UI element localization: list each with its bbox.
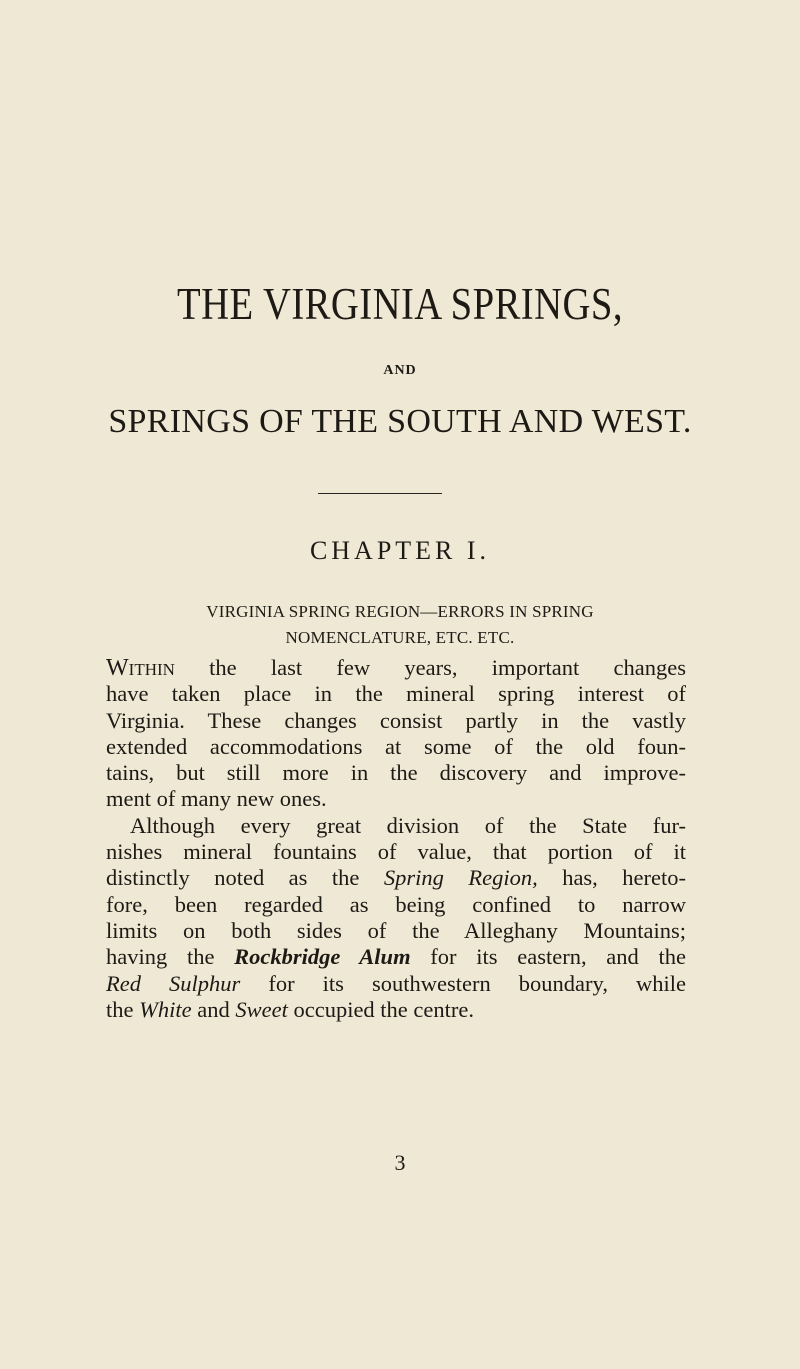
sweet-italic: Sweet xyxy=(235,996,288,1022)
chapter-summary-line-1: VIRGINIA SPRING REGION—ERRORS IN SPRING xyxy=(206,602,594,621)
paragraph-1 xyxy=(106,655,686,813)
red-sulphur-italic: Red Sulphur xyxy=(106,970,241,996)
paragraph-1-line-2: have taken place in the mineral spring interest of xyxy=(106,681,686,707)
paragraph-2-line-6: having the Rockbridge Alum for its eastern, and the xyxy=(106,944,686,970)
paragraph-1-line-5: tains, but still more in the discovery and improve- xyxy=(106,760,686,786)
page-number: 3 xyxy=(394,1150,406,1175)
paragraph-2-line-1: Although every great division of the State fur- xyxy=(130,812,686,838)
paragraph-1-line-6: ment of many new ones. xyxy=(106,786,327,812)
rockbridge-alum-italic: Rockbridge Alum xyxy=(234,944,411,970)
paragraph-2-line-2: nishes mineral fountains of value, that portion of it xyxy=(106,839,686,865)
paragraph-2-line-3: distinctly noted as the Spring Region, has, hereto- xyxy=(106,865,686,891)
chapter-summary xyxy=(0,599,800,651)
title-divider-rule xyxy=(318,493,442,494)
paragraph-2 xyxy=(106,813,686,1023)
title-conjunction: AND xyxy=(383,363,417,378)
drop-word: Within xyxy=(106,655,175,681)
chapter-heading: CHAPTER I. xyxy=(309,536,491,565)
paragraph-2-line-5: limits on both sides of the Alleghany Mountains; xyxy=(106,917,686,943)
spring-region-italic: Spring Region, xyxy=(383,865,538,891)
paragraph-2-line-4: fore, been regarded as being confined to narrow xyxy=(106,891,686,917)
paragraph-1-line-3: Virginia. These changes consist partly in the vastly xyxy=(106,707,686,733)
paragraph-2-line-7: Red Sulphur for its southwestern boundary, while xyxy=(106,970,686,996)
book-title: THE VIRGINIA SPRINGS, xyxy=(177,279,623,329)
paragraph-1-line-1: Within the last few years, important changes xyxy=(106,655,686,681)
body-text xyxy=(106,655,686,1023)
white-italic: White xyxy=(139,996,192,1022)
chapter-summary-line-2: NOMENCLATURE, ETC. ETC. xyxy=(285,628,515,647)
book-subtitle: SPRINGS OF THE SOUTH AND WEST. xyxy=(108,403,692,440)
paragraph-2-line-8: the White and Sweet occupied the centre. xyxy=(106,996,474,1022)
paragraph-1-line-4: extended accommodations at some of the old foun- xyxy=(106,733,686,759)
